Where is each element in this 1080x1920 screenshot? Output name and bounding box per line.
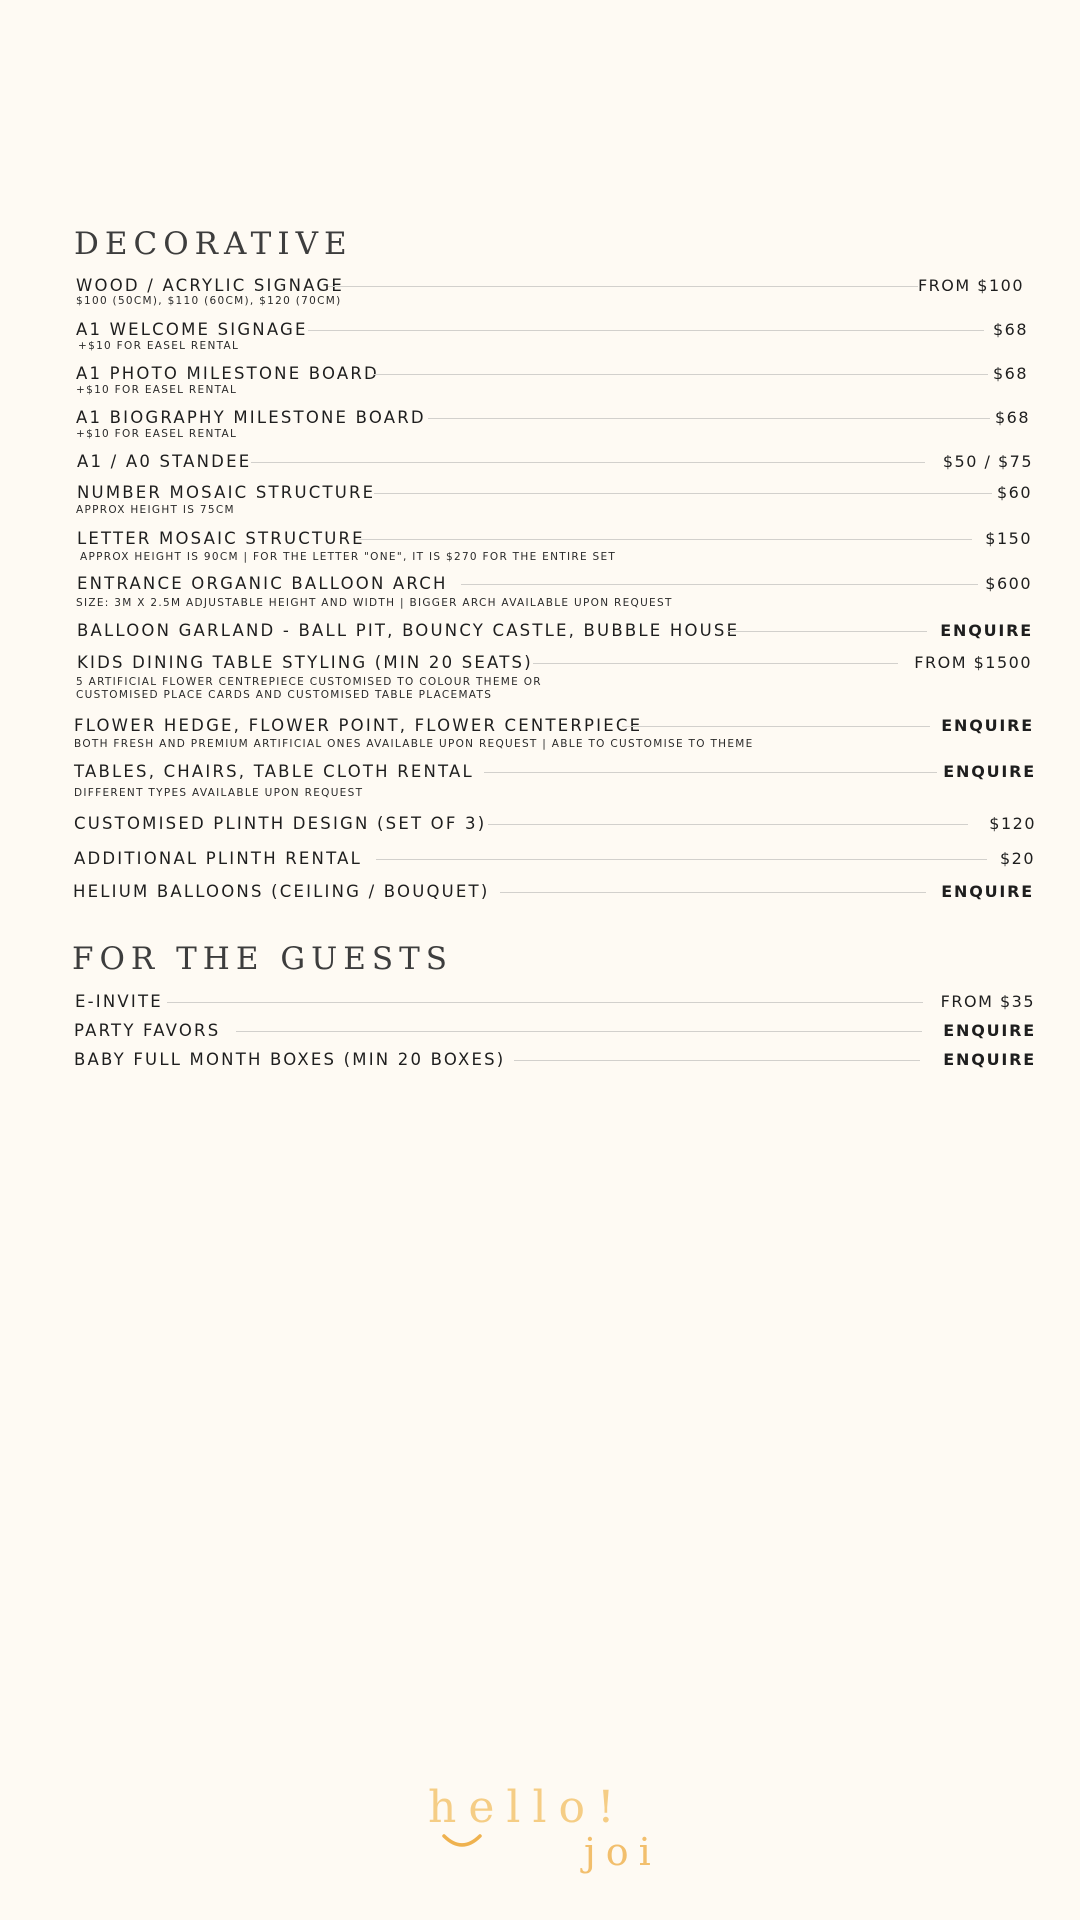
leader-line xyxy=(308,330,984,331)
item-label: NUMBER MOSAIC STRUCTURE xyxy=(77,483,376,502)
item-price: ENQUIRE xyxy=(943,762,1036,781)
menu-item-entrance-organic-balloon-arch xyxy=(77,573,1032,597)
item-price: FROM $1500 xyxy=(914,653,1032,672)
item-price: $120 xyxy=(989,814,1036,833)
item-label: A1 WELCOME SIGNAGE xyxy=(76,320,308,339)
item-price: $68 xyxy=(994,408,1030,427)
section-title-decorative: DECORATIVE xyxy=(74,226,353,262)
menu-item-additional-plinth-rental xyxy=(74,848,1035,872)
leader-line xyxy=(533,663,898,664)
leader-line xyxy=(488,824,968,825)
item-price: FROM $35 xyxy=(940,992,1035,1011)
item-price: FROM $100 xyxy=(917,276,1024,295)
leader-line xyxy=(374,374,988,375)
item-label: E-INVITE xyxy=(75,992,163,1011)
item-price: ENQUIRE xyxy=(941,882,1034,901)
menu-item-customised-plinth-design xyxy=(74,813,1036,837)
leader-line xyxy=(236,1031,922,1032)
leader-line xyxy=(500,892,926,893)
item-label: A1 PHOTO MILESTONE BOARD xyxy=(76,364,379,383)
menu-item-number-mosaic-structure xyxy=(77,482,1032,506)
item-price: $60 xyxy=(996,483,1032,502)
item-label: KIDS DINING TABLE STYLING (MIN 20 SEATS) xyxy=(77,653,533,672)
item-label: WOOD / ACRYLIC SIGNAGE xyxy=(76,276,344,295)
item-label: HELIUM BALLOONS (CEILING / BOUQUET) xyxy=(73,882,490,901)
smile-icon xyxy=(442,1832,482,1852)
leader-line xyxy=(359,539,972,540)
item-label: CUSTOMISED PLINTH DESIGN (SET OF 3) xyxy=(74,814,487,833)
menu-item-a1-a0-standee xyxy=(77,451,1033,475)
leader-line xyxy=(167,1002,923,1003)
item-price: $68 xyxy=(992,320,1028,339)
item-price: $600 xyxy=(985,574,1032,593)
item-price: $20 xyxy=(999,849,1035,868)
item-note: 5 ARTIFICIAL FLOWER CENTREPIECE CUSTOMISED TO COLOUR THEME OR xyxy=(76,676,542,688)
item-note: $100 (50CM), $110 (60CM), $120 (70CM) xyxy=(76,295,342,307)
leader-line xyxy=(376,859,987,860)
item-note: APPROX HEIGHT IS 90CM | FOR THE LETTER "ONE", IT IS $270 FOR THE ENTIRE SET xyxy=(80,551,617,563)
item-note: APPROX HEIGHT IS 75CM xyxy=(76,504,235,516)
menu-item-helium-balloons xyxy=(73,881,1034,905)
menu-item-balloon-garland xyxy=(77,620,1033,644)
item-note: SIZE: 3M X 2.5M ADJUSTABLE HEIGHT AND WIDTH | BIGGER ARCH AVAILABLE UPON REQUEST xyxy=(76,597,673,609)
logo-text-joi: joi xyxy=(584,1830,661,1874)
menu-item-baby-full-month-boxes xyxy=(74,1049,1036,1073)
item-price: $150 xyxy=(985,529,1032,548)
item-price: $50 / $75 xyxy=(942,452,1033,471)
item-label: TABLES, CHAIRS, TABLE CLOTH RENTAL xyxy=(74,762,474,781)
logo-text-hello: hello! xyxy=(428,1782,627,1833)
item-note: BOTH FRESH AND PREMIUM ARTIFICIAL ONES AVAILABLE UPON REQUEST | ABLE TO CUSTOMISE TO THEME xyxy=(74,738,754,750)
item-label: BABY FULL MONTH BOXES (MIN 20 BOXES) xyxy=(74,1050,506,1069)
menu-item-e-invite xyxy=(75,991,1035,1015)
item-label: A1 / A0 STANDEE xyxy=(77,452,252,471)
item-note: +$10 FOR EASEL RENTAL xyxy=(78,340,240,352)
menu-item-letter-mosaic-structure xyxy=(77,528,1032,552)
leader-line xyxy=(251,462,925,463)
item-price: ENQUIRE xyxy=(940,621,1033,640)
item-label: PARTY FAVORS xyxy=(74,1021,221,1040)
leader-line xyxy=(328,286,918,287)
menu-item-flower-hedge xyxy=(74,715,1034,739)
item-label: FLOWER HEDGE, FLOWER POINT, FLOWER CENTERPIECE xyxy=(74,716,643,735)
leader-line xyxy=(514,1060,920,1061)
brand-logo xyxy=(428,1782,688,1882)
item-price: $68 xyxy=(992,364,1028,383)
item-price: ENQUIRE xyxy=(943,1021,1036,1040)
item-label: ADDITIONAL PLINTH RENTAL xyxy=(74,849,362,868)
item-price: ENQUIRE xyxy=(943,1050,1036,1069)
menu-item-party-favors xyxy=(74,1020,1036,1044)
item-note: DIFFERENT TYPES AVAILABLE UPON REQUEST xyxy=(74,787,364,799)
item-label: A1 BIOGRAPHY MILESTONE BOARD xyxy=(76,408,426,427)
item-label: BALLOON GARLAND - BALL PIT, BOUNCY CASTLE, BUBBLE HOUSE xyxy=(77,621,740,640)
section-title-for-the-guests: FOR THE GUESTS xyxy=(72,941,453,977)
leader-line xyxy=(622,726,930,727)
menu-item-kids-dining-table-styling xyxy=(77,652,1032,676)
item-note: +$10 FOR EASEL RENTAL xyxy=(76,384,238,396)
menu-item-tables-chairs-rental xyxy=(74,761,1036,785)
item-label: LETTER MOSAIC STRUCTURE xyxy=(77,529,365,548)
leader-line xyxy=(727,631,927,632)
item-label: ENTRANCE ORGANIC BALLOON ARCH xyxy=(77,574,448,593)
leader-line xyxy=(374,493,992,494)
item-note-line-2: CUSTOMISED PLACE CARDS AND CUSTOMISED TABLE PLACEMATS xyxy=(76,689,493,701)
item-note: +$10 FOR EASEL RENTAL xyxy=(76,428,238,440)
item-price: ENQUIRE xyxy=(941,716,1034,735)
leader-line xyxy=(461,584,978,585)
leader-line xyxy=(428,418,990,419)
leader-line xyxy=(484,772,937,773)
